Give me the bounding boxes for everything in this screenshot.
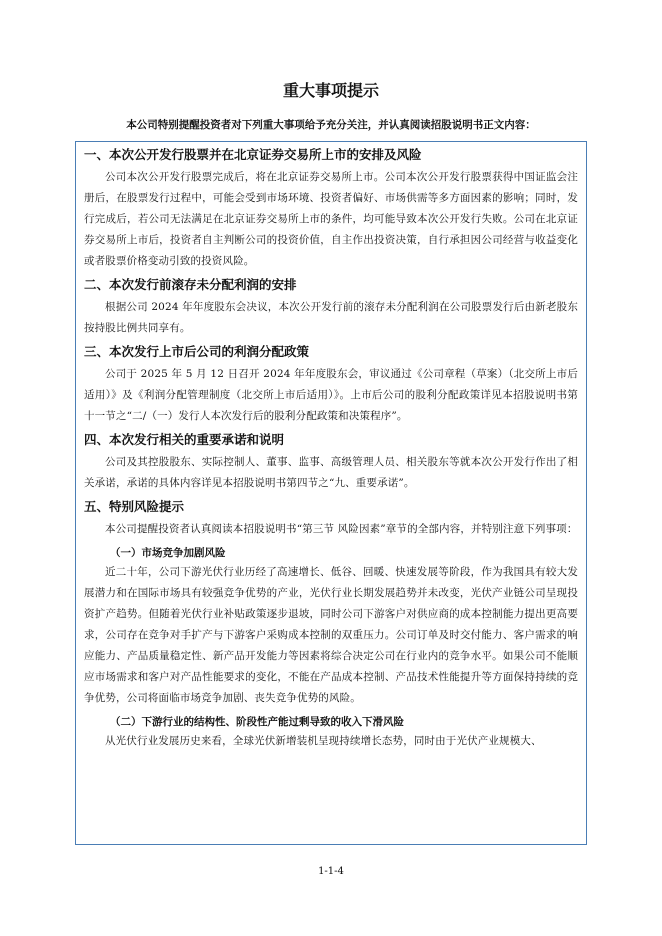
subsection-heading-2: （二）下游行业的结构性、阶段性产能过剩导致的收入下滑风险 — [110, 716, 404, 728]
section-paragraph-1: 公司本次公开发行股票完成后，将在北京证券交易所上市。公司本次公开发行股票获得中国证监会注册后，在股票发行过程中，可能会受到市场环境、投资者偏好、市场供需等多方面因素的影响；同时，发行完成后，若公司无法满足在北京证券交易所上市的条件，均可能导致本次公开发行失败。公司在北京证券交易所上市后，投资者自主判断公司的投资价值，自主作出投资决策，自行承担因公司经营与收益变化或者股票价格变动引致的投资风险。 — [84, 171, 578, 267]
subsection-paragraph-2: 从光伏行业发展历史来看，全球光伏新增装机呈现持续增长态势，同时由于光伏产业规模大、 — [105, 735, 542, 747]
section-paragraph-3: 公司于 2025 年 5 月 12 日召开 2024 年年度股东会，审议通过《公司章程（草案）（北交所上市后适用）》及《利润分配管理制度（北交所上市后适用）》。上市后公司的股利分配政策详见本招股说明书第十一节之“二/（一）发行人本次发行后的股利分配政策和决策程序”。 — [84, 368, 578, 422]
subsection-paragraph-1: 近二十年，公司下游光伏行业历经了高速增长、低谷、回暖、快速发展等阶段，作为我国具有较大发展潜力和在国际市场具有较强竞争优势的产业，光伏行业长期发展趋势并未改变，光伏产业链公司呈现投资扩产趋势。但随着光伏行业补贴政策逐步退坡，同时公司下游客户对供应商的成本控制能力提出更高要求，公司存在竞争对手扩产与下游客户采购成本控制的双重压力。公司订单及时交付能力、客户需求的响应能力、产品质量稳定性、新产品开发能力等因素将综合决定公司在行业内的竞争水平。如果公司不能顺应市场需求和客户对产品性能要求的变化，不能在产品成本控制、产品技术性能提升等方面保持持续的竞争优势，公司将面临市场竞争加剧、丧失竞争优势的风险。 — [84, 566, 578, 704]
subsection-heading-1: （一）市场竞争加剧风险 — [110, 547, 226, 559]
section-heading-4: 四、本次发行相关的重要承诺和说明 — [84, 432, 285, 447]
page-number: 1-1-4 — [318, 866, 344, 877]
content-box — [75, 141, 587, 845]
section-heading-2: 二、本次发行前滚存未分配利润的安排 — [84, 277, 297, 292]
section-paragraph-2: 根据公司 2024 年年度股东会决议，本次公开发行前的滚存未分配利润在公司股票发行后由新老股东按持股比例共同享有。 — [84, 301, 578, 334]
section-heading-3: 三、本次发行上市后公司的利润分配政策 — [84, 344, 310, 359]
section-heading-1: 一、本次公开发行股票并在北京证券交易所上市的安排及风险 — [84, 147, 422, 162]
intro-notice: 本公司特别提醒投资者对下列重大事项给予充分关注，并认真阅读招股说明书正文内容： — [126, 119, 536, 131]
section-paragraph-4: 公司及其控股股东、实际控制人、董事、监事、高级管理人员、相关股东等就本次公开发行作出了相关承诺，承诺的具体内容详见本招股说明书第四节之“九、重要承诺”。 — [84, 456, 578, 489]
page-title: 重大事项提示 — [282, 81, 379, 100]
section-paragraph-5: 本公司提醒投资者认真阅读本招股说明书“第三节 风险因素”章节的全部内容，并特别注意下列事项： — [105, 523, 578, 535]
section-heading-5: 五、特别风险提示 — [84, 499, 185, 514]
